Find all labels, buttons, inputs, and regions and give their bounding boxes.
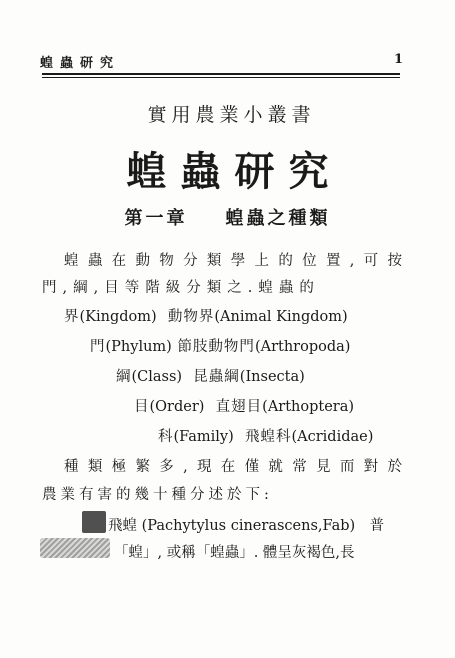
intro-line-2: 門,綱,目等階級分類之.蝗蟲的: [42, 280, 320, 296]
chapter-number: 第一章: [124, 208, 188, 229]
taxonomy-rank-zh: 界: [64, 309, 80, 325]
taxonomy-rank-en: (Family): [173, 429, 234, 445]
taxonomy-row-order: [134, 395, 455, 416]
taxonomy-row-kingdom: [64, 305, 424, 326]
taxonomy-row-phylum: [90, 335, 450, 356]
taxonomy-value-zh: 動物界: [167, 309, 215, 325]
taxonomy-rank-en: (Kingdom): [79, 309, 157, 325]
item-1-text-2: 「蝗」, 或稱「蝗蟲」. 體呈灰褐色,長: [114, 545, 355, 561]
item-1-line-1: [42, 514, 402, 535]
taxonomy-rank-zh: 目: [134, 399, 150, 415]
taxonomy-rank-zh: 門: [90, 339, 106, 355]
book-title: 蝗蟲研究: [126, 148, 343, 195]
paragraph-2-line-2: 農業有害的幾十種分述於下:: [42, 487, 273, 503]
taxonomy-value-zh: 昆蟲綱: [193, 369, 240, 385]
taxonomy-value-zh: 直翅目: [215, 399, 263, 415]
chapter-name: 蝗蟲之種類: [225, 208, 331, 229]
chapter-heading: [0, 204, 455, 230]
taxonomy-value-zh: 飛蝗科: [244, 429, 292, 445]
taxonomy-value-en: (Animal Kingdom): [214, 309, 348, 325]
taxonomy-value-en: (Arthoptera): [262, 399, 355, 415]
page-number: 1: [393, 52, 403, 67]
running-header-title: 蝗蟲研究: [40, 56, 121, 71]
taxonomy-rank-en: (Class): [131, 369, 183, 385]
taxonomy-rank-zh: 綱: [116, 369, 132, 385]
header-rule-thick: [42, 73, 400, 75]
taxonomy-row-class: [116, 365, 455, 386]
taxonomy-value-en: (Arthropoda): [254, 339, 351, 355]
taxonomy-value-zh: 節肢動物門: [177, 339, 255, 355]
intro-line-1: 蝗蟲在動物分類學上的位置,可按: [64, 253, 402, 269]
header-rule-thin: [42, 77, 400, 78]
taxonomy-value-en: (Insecta): [239, 369, 305, 385]
series-title: 實用農業小叢書: [147, 104, 316, 126]
taxonomy-rank-en: (Order): [149, 399, 205, 415]
taxonomy-rank-zh: 科: [158, 429, 174, 445]
item-1-text-1: 飛蝗 (Pachytylus cinerascens,Fab) 普: [108, 518, 385, 534]
item-1-line-2: [42, 541, 402, 562]
taxonomy-rank-en: (Phylum): [105, 339, 172, 355]
paragraph-2-line-1: 種類極繁多,現在僅就常見而對於: [64, 459, 402, 475]
taxonomy-row-family: [158, 425, 455, 446]
taxonomy-value-en: (Acrididae): [291, 429, 374, 445]
